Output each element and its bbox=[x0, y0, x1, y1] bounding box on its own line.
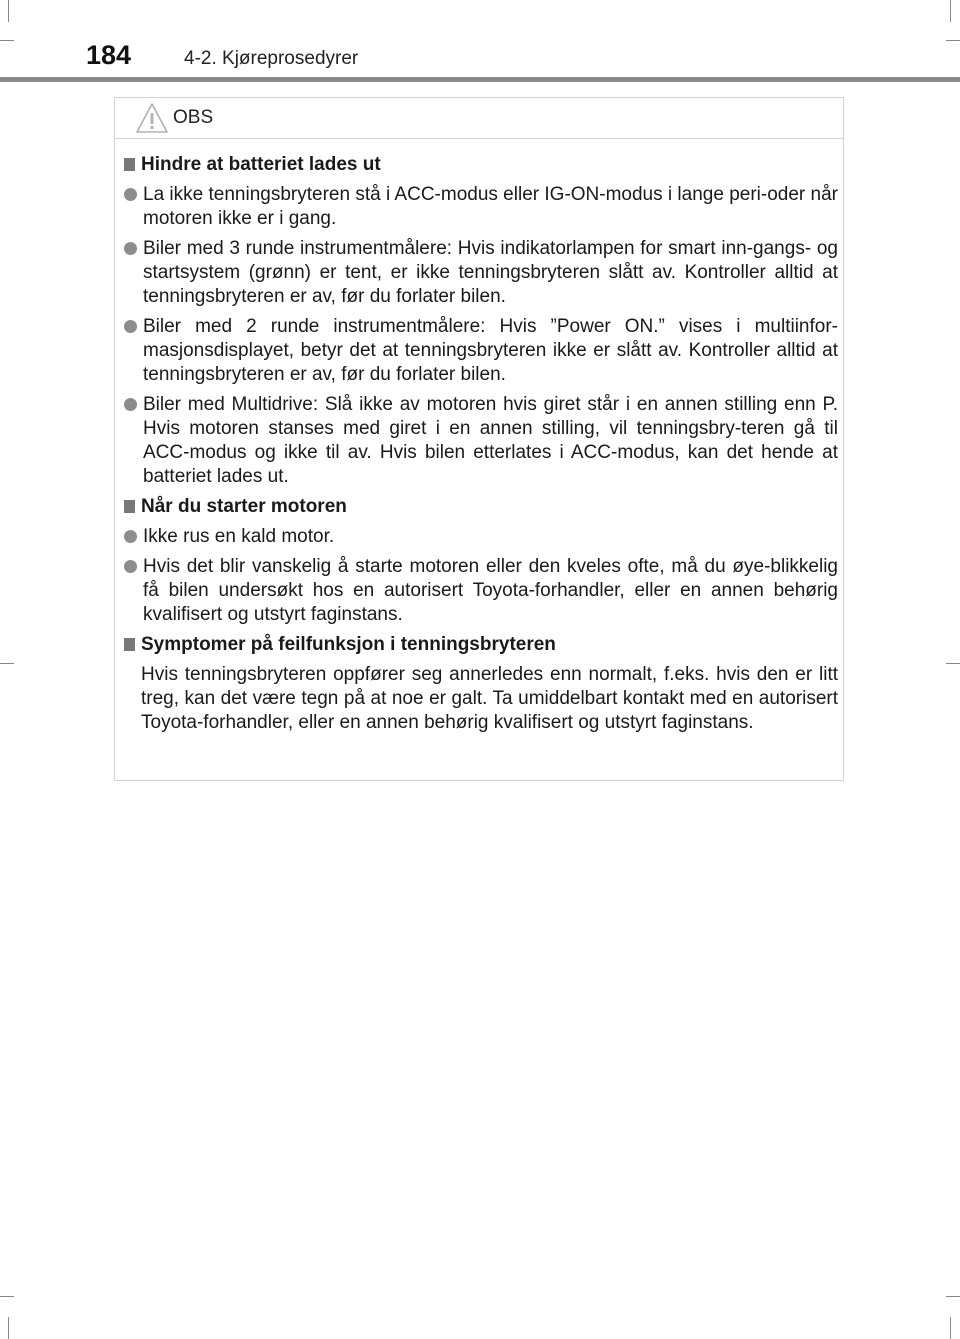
square-bullet-icon bbox=[124, 500, 135, 513]
circle-bullet-icon bbox=[124, 398, 137, 411]
section-heading-text: Når du starter motoren bbox=[141, 496, 347, 517]
crop-mark bbox=[950, 1317, 951, 1339]
list-item-text: Biler med 2 runde instrumentmålere: Hvis ”Power ON.” vises i multiinfor-masjonsdisplayet, betyr det at tenningsbryteren ikke er slått av. Kontroller alltid at tenningsbryteren er av, før du forlater bilen. bbox=[143, 316, 838, 385]
list-item bbox=[124, 555, 838, 627]
list-item-text: Ikke rus en kald motor. bbox=[143, 526, 335, 547]
crop-mark bbox=[0, 663, 14, 664]
circle-bullet-icon bbox=[124, 320, 137, 333]
section-heading bbox=[124, 495, 838, 519]
section-title: 4-2. Kjøreprosedyrer bbox=[184, 48, 359, 69]
list-item-text: Biler med Multidrive: Slå ikke av motoren hvis giret står i en annen stilling enn P. Hvis motoren stanses med giret i en annen stilling, vil tenningsbry-teren gå til ACC-modus og ikke til av. Hvis bilen etterlates i ACC-modus, kan det hende at batteriet lades ut. bbox=[143, 394, 838, 487]
section-heading bbox=[124, 153, 838, 177]
list-item bbox=[124, 237, 838, 309]
page-header bbox=[0, 0, 960, 84]
circle-bullet-icon bbox=[124, 530, 137, 543]
square-bullet-icon bbox=[124, 638, 135, 651]
crop-mark bbox=[8, 1317, 9, 1339]
header-rule bbox=[0, 77, 960, 82]
page-number: 184 bbox=[86, 40, 132, 70]
crop-mark bbox=[0, 1296, 14, 1297]
list-item bbox=[124, 183, 838, 231]
section-heading bbox=[124, 633, 838, 657]
warning-triangle-icon bbox=[135, 101, 169, 135]
circle-bullet-icon bbox=[124, 560, 137, 573]
list-item bbox=[124, 393, 838, 489]
list-item-text: La ikke tenningsbryteren stå i ACC-modus eller IG-ON-modus i lange peri-oder når motoren ikke er i gang. bbox=[143, 184, 838, 229]
list-item bbox=[124, 315, 838, 387]
caution-label: OBS bbox=[173, 107, 214, 128]
circle-bullet-icon bbox=[124, 188, 137, 201]
caution-body bbox=[124, 153, 838, 741]
section-heading-text: Hindre at batteriet lades ut bbox=[141, 154, 381, 175]
crop-mark bbox=[946, 1296, 960, 1297]
crop-mark bbox=[946, 663, 960, 664]
caution-header bbox=[115, 98, 843, 139]
list-item-text: Hvis det blir vanskelig å starte motoren eller den kveles ofte, må du øye-blikkelig få bilen undersøkt hos en autorisert Toyota-forhandler, eller en annen behørig kvalifisert og utstyrt faginstans. bbox=[143, 556, 838, 625]
section-heading-text: Symptomer på feilfunksjon i tenningsbryteren bbox=[141, 634, 556, 655]
list-item-text: Biler med 3 runde instrumentmålere: Hvis indikatorlampen for smart inn-gangs- og startsystem (grønn) er tent, er ikke tenningsbryteren slått av. Kontroller alltid at tenningsbryteren er av, før du forlater bilen. bbox=[143, 238, 838, 307]
square-bullet-icon bbox=[124, 158, 135, 171]
section-paragraph: Hvis tenningsbryteren oppfører seg annerledes enn normalt, f.eks. hvis den er litt treg, kan det være tegn på at noe er galt. Ta umiddelbart kontakt med en autorisert Toyota-forhandler, eller en annen behørig kvalifisert og utstyrt faginstans. bbox=[141, 664, 838, 733]
list-item bbox=[124, 525, 838, 549]
circle-bullet-icon bbox=[124, 242, 137, 255]
caution-box bbox=[114, 97, 844, 781]
